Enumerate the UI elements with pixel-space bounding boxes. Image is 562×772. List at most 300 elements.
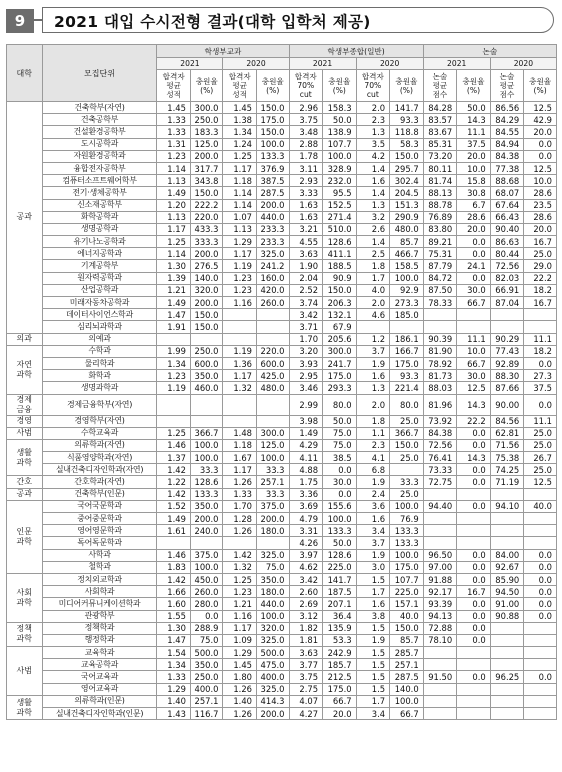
value-cell: 30.0 — [323, 476, 357, 488]
value-cell — [524, 525, 557, 537]
dept-name: 영어영문학과 — [42, 525, 157, 537]
value-cell: 1.31 — [157, 138, 191, 150]
value-cell: 1.80 — [223, 671, 257, 683]
value-cell: 92.67 — [490, 561, 524, 573]
value-cell — [524, 537, 557, 549]
value-cell: 72.88 — [423, 622, 457, 634]
value-cell: 175.0 — [257, 114, 290, 126]
value-cell: 183.3 — [190, 126, 223, 138]
value-cell: 1.3 — [356, 199, 390, 211]
value-cell: 6.7 — [457, 199, 491, 211]
value-cell: 160.0 — [257, 272, 290, 284]
value-cell: 1.5 — [356, 573, 390, 585]
value-cell: 0.0 — [524, 394, 557, 415]
value-cell: 260.0 — [257, 297, 290, 309]
value-cell: 250.0 — [190, 345, 223, 357]
value-cell: 85.90 — [490, 573, 524, 585]
college-name: 정책 과학 — [7, 622, 43, 646]
value-cell: 200.0 — [257, 708, 290, 720]
value-cell — [457, 537, 491, 549]
value-cell: 33.3 — [257, 464, 290, 476]
value-cell: 175.0 — [323, 370, 357, 382]
value-cell: 221.4 — [390, 382, 424, 394]
value-cell: 233.3 — [257, 223, 290, 235]
dept-name: 수학교육과 — [42, 427, 157, 439]
value-cell: 20.0 — [457, 150, 491, 162]
table-row — [7, 598, 557, 610]
value-cell: 138.9 — [323, 126, 357, 138]
value-cell: 375.0 — [257, 500, 290, 512]
value-cell: 118.8 — [390, 126, 424, 138]
value-cell: 72.56 — [490, 260, 524, 272]
value-cell: 50.0 — [323, 114, 357, 126]
value-cell: 3.63 — [289, 647, 323, 659]
value-cell — [524, 659, 557, 671]
value-cell: 84.94 — [490, 138, 524, 150]
value-cell: 200.0 — [190, 248, 223, 260]
value-cell: 97.00 — [423, 561, 457, 573]
value-cell — [257, 321, 290, 333]
value-cell: 1.63 — [289, 211, 323, 223]
value-cell: 200.0 — [190, 513, 223, 525]
value-cell: 1.29 — [223, 236, 257, 248]
value-cell: 15.8 — [457, 175, 491, 187]
value-cell: 220.0 — [190, 211, 223, 223]
value-cell: 1.32 — [223, 382, 257, 394]
value-cell: 0.0 — [457, 439, 491, 451]
value-cell: 1.18 — [223, 439, 257, 451]
table-row — [7, 622, 557, 634]
value-cell: 18.2 — [524, 284, 557, 296]
value-cell: 400.0 — [190, 683, 223, 695]
value-cell: 1.25 — [223, 150, 257, 162]
value-cell: 4.0 — [356, 284, 390, 296]
table-row — [7, 695, 557, 707]
value-cell: 1.5 — [356, 647, 390, 659]
value-cell: 140.0 — [390, 683, 424, 695]
value-cell: 4.2 — [356, 150, 390, 162]
value-cell: 75.0 — [257, 561, 290, 573]
value-cell: 85.31 — [423, 138, 457, 150]
value-cell: 157.1 — [390, 598, 424, 610]
value-cell: 0.0 — [524, 150, 557, 162]
value-cell — [490, 513, 524, 525]
value-cell — [423, 647, 457, 659]
value-cell — [457, 695, 491, 707]
college-name: 간호 — [7, 476, 43, 488]
value-cell: 155.6 — [323, 500, 357, 512]
value-cell: 1.46 — [157, 549, 191, 561]
table-row — [7, 586, 557, 598]
table-row — [7, 297, 557, 309]
value-cell — [190, 537, 223, 549]
dept-name: 건축학부(자연) — [42, 102, 157, 114]
value-cell: 14.3 — [457, 394, 491, 415]
value-cell: 25.0 — [524, 248, 557, 260]
value-cell: 257.1 — [190, 695, 223, 707]
value-cell: 25.0 — [524, 427, 557, 439]
value-cell: 1.47 — [157, 634, 191, 646]
value-cell: 33.3 — [190, 464, 223, 476]
value-cell: 86.56 — [490, 102, 524, 114]
value-cell: 1.09 — [223, 634, 257, 646]
value-cell: 90.40 — [490, 223, 524, 235]
value-cell: 411.1 — [323, 248, 357, 260]
value-cell: 91.00 — [490, 598, 524, 610]
value-cell: 73.20 — [423, 150, 457, 162]
value-cell: 1.36 — [223, 357, 257, 369]
value-cell: 67.64 — [490, 199, 524, 211]
value-cell: 128.6 — [190, 476, 223, 488]
value-cell: 0.0 — [457, 272, 491, 284]
value-cell: 86.63 — [490, 236, 524, 248]
value-cell: 1.6 — [356, 513, 390, 525]
value-cell: 250.0 — [190, 671, 223, 683]
value-cell: 1.75 — [289, 476, 323, 488]
value-cell: 1.8 — [356, 260, 390, 272]
value-cell — [490, 622, 524, 634]
value-cell: 1.45 — [223, 659, 257, 671]
value-cell: 2.5 — [356, 248, 390, 260]
value-cell: 1.90 — [289, 260, 323, 272]
value-cell: 1.26 — [223, 708, 257, 720]
value-cell: 74.25 — [490, 464, 524, 476]
value-cell: 81.73 — [423, 370, 457, 382]
value-cell: 132.1 — [323, 309, 357, 321]
value-cell: 280.0 — [190, 598, 223, 610]
group-header-nonsul: 논술 — [423, 45, 556, 58]
table-row — [7, 321, 557, 333]
value-cell: 480.0 — [257, 382, 290, 394]
value-cell: 271.4 — [323, 211, 357, 223]
value-cell: 1.16 — [223, 610, 257, 622]
value-cell: 40.0 — [390, 610, 424, 622]
value-cell: 84.28 — [423, 102, 457, 114]
value-cell — [257, 333, 290, 345]
value-cell: 1.19 — [223, 345, 257, 357]
dept-name: 간호학과(자연) — [42, 476, 157, 488]
year-header: 2020 — [356, 58, 423, 70]
value-cell — [490, 647, 524, 659]
value-cell: 133.3 — [390, 525, 424, 537]
value-cell: 75.0 — [323, 427, 357, 439]
value-cell: 89.21 — [423, 236, 457, 248]
value-cell: 78.10 — [423, 634, 457, 646]
value-cell: 100.0 — [390, 695, 424, 707]
value-cell: 1.1 — [356, 427, 390, 439]
value-cell: 185.7 — [323, 659, 357, 671]
value-cell: 1.34 — [157, 659, 191, 671]
value-cell: 1.78 — [289, 150, 323, 162]
value-cell: 94.40 — [423, 500, 457, 512]
section-number-badge: 9 — [6, 9, 34, 33]
value-cell: 600.0 — [190, 357, 223, 369]
value-cell: 400.0 — [257, 671, 290, 683]
value-cell: 66.7 — [457, 357, 491, 369]
value-cell: 180.0 — [257, 586, 290, 598]
value-cell: 71.56 — [490, 439, 524, 451]
value-cell: 2.6 — [356, 223, 390, 235]
value-cell: 1.33 — [157, 126, 191, 138]
value-cell: 90.00 — [490, 394, 524, 415]
value-cell: 175.0 — [390, 561, 424, 573]
table-row — [7, 248, 557, 260]
value-cell: 300.0 — [323, 345, 357, 357]
value-cell: 1.14 — [223, 187, 257, 199]
dept-name: 의류학과(자연) — [42, 439, 157, 451]
value-cell: 30.0 — [457, 370, 491, 382]
sub-header-cell: 논술 평균 점수 — [490, 70, 524, 102]
value-cell — [524, 622, 557, 634]
dept-name: 컴퓨터소프트웨어학부 — [42, 175, 157, 187]
value-cell: 87.04 — [490, 297, 524, 309]
dept-name: 사회학과 — [42, 586, 157, 598]
value-cell — [223, 309, 257, 321]
value-cell: 2.4 — [356, 488, 390, 500]
value-cell: 25.0 — [390, 415, 424, 427]
value-cell — [356, 321, 390, 333]
value-cell: 94.13 — [423, 610, 457, 622]
table-row — [7, 573, 557, 585]
value-cell — [457, 488, 491, 500]
value-cell: 1.33 — [157, 114, 191, 126]
value-cell: 3.2 — [356, 211, 390, 223]
table-row — [7, 284, 557, 296]
value-cell: 66.7 — [457, 297, 491, 309]
value-cell: 433.3 — [190, 223, 223, 235]
value-cell: 128.6 — [323, 236, 357, 248]
value-cell: 1.25 — [157, 427, 191, 439]
value-cell — [257, 415, 290, 427]
value-cell: 152.5 — [323, 199, 357, 211]
table-row — [7, 187, 557, 199]
value-cell: 3.75 — [289, 671, 323, 683]
value-cell: 3.7 — [356, 345, 390, 357]
table-row — [7, 549, 557, 561]
table-row — [7, 370, 557, 382]
value-cell: 4.07 — [289, 695, 323, 707]
value-cell: 3.0 — [356, 561, 390, 573]
dept-name: 국어국문학과 — [42, 500, 157, 512]
value-cell: 0.0 — [524, 610, 557, 622]
value-cell: 1.30 — [157, 260, 191, 272]
value-cell: 128.6 — [323, 549, 357, 561]
value-cell: 325.0 — [257, 248, 290, 260]
value-cell: 440.0 — [257, 211, 290, 223]
value-cell: 150.0 — [390, 622, 424, 634]
value-cell: 2.3 — [356, 114, 390, 126]
value-cell: 90.29 — [490, 333, 524, 345]
value-cell: 1.29 — [157, 683, 191, 695]
value-cell: 1.23 — [157, 370, 191, 382]
value-cell: 500.0 — [257, 647, 290, 659]
section-header — [6, 5, 556, 33]
value-cell: 100.0 — [190, 561, 223, 573]
value-cell: 276.5 — [190, 260, 223, 272]
value-cell: 80.11 — [423, 162, 457, 174]
value-cell: 328.9 — [323, 162, 357, 174]
dept-name: 국어교육과 — [42, 671, 157, 683]
value-cell: 1.6 — [356, 370, 390, 382]
value-cell: 1.28 — [223, 513, 257, 525]
value-cell: 3.5 — [356, 138, 390, 150]
value-cell: 200.0 — [257, 513, 290, 525]
value-cell: 2.52 — [289, 284, 323, 296]
value-cell: 1.3 — [356, 126, 390, 138]
value-cell: 3.42 — [289, 573, 323, 585]
college-name: 공과 — [7, 102, 43, 334]
value-cell: 107.7 — [323, 138, 357, 150]
value-cell — [524, 695, 557, 707]
value-cell: 88.30 — [490, 370, 524, 382]
value-cell: 600.0 — [257, 357, 290, 369]
value-cell: 88.68 — [490, 175, 524, 187]
value-cell: 85.7 — [390, 236, 424, 248]
value-cell: 1.5 — [356, 659, 390, 671]
value-cell: 205.6 — [323, 333, 357, 345]
value-cell: 36.4 — [323, 610, 357, 622]
value-cell: 0.0 — [457, 610, 491, 622]
table-row — [7, 561, 557, 573]
value-cell: 84.00 — [490, 549, 524, 561]
value-cell: 95.5 — [323, 187, 357, 199]
dept-name: 데이터사이언스학과 — [42, 309, 157, 321]
value-cell: 26.7 — [524, 452, 557, 464]
dept-name: 건축공학부 — [42, 114, 157, 126]
college-name: 경제 금융 — [7, 394, 43, 415]
value-cell: 1.8 — [356, 415, 390, 427]
dept-name: 유기나노공학과 — [42, 236, 157, 248]
table-row — [7, 162, 557, 174]
value-cell: 4.1 — [356, 452, 390, 464]
table-row — [7, 102, 557, 114]
value-cell: 125.0 — [190, 138, 223, 150]
value-cell: 1.14 — [157, 248, 191, 260]
value-cell: 50.0 — [323, 415, 357, 427]
dept-name: 의류학과(인문) — [42, 695, 157, 707]
value-cell: 1.23 — [157, 150, 191, 162]
value-cell: 3.48 — [289, 126, 323, 138]
table-row — [7, 476, 557, 488]
table-row — [7, 659, 557, 671]
value-cell: 150.0 — [190, 309, 223, 321]
value-cell: 2.0 — [356, 102, 390, 114]
value-cell: 466.7 — [390, 248, 424, 260]
value-cell: 2.95 — [289, 370, 323, 382]
value-cell: 75.0 — [190, 634, 223, 646]
value-cell: 450.0 — [190, 573, 223, 585]
value-cell: 1.9 — [356, 357, 390, 369]
value-cell — [524, 321, 557, 333]
year-header: 2021 — [289, 58, 356, 70]
value-cell: 1.16 — [223, 297, 257, 309]
value-cell: 66.91 — [490, 284, 524, 296]
value-cell: 20.0 — [323, 708, 357, 720]
value-cell: 3.21 — [289, 223, 323, 235]
value-cell: 100.0 — [390, 500, 424, 512]
value-cell: 83.57 — [423, 114, 457, 126]
dept-name: 기계공학부 — [42, 260, 157, 272]
value-cell: 1.29 — [223, 647, 257, 659]
value-cell: 1.23 — [223, 586, 257, 598]
table-row — [7, 175, 557, 187]
value-cell — [490, 309, 524, 321]
value-cell: 93.3 — [390, 114, 424, 126]
value-cell: 0.0 — [524, 357, 557, 369]
value-cell: 0.0 — [457, 500, 491, 512]
value-cell: 1.5 — [356, 622, 390, 634]
value-cell: 1.81 — [289, 634, 323, 646]
value-cell: 3.8 — [356, 610, 390, 622]
value-cell: 3.12 — [289, 610, 323, 622]
value-cell: 1.45 — [223, 102, 257, 114]
value-cell — [190, 333, 223, 345]
value-cell: 0.0 — [524, 138, 557, 150]
value-cell: 220.0 — [257, 345, 290, 357]
value-cell: 150.0 — [257, 102, 290, 114]
table-row — [7, 647, 557, 659]
value-cell: 200.0 — [257, 199, 290, 211]
value-cell: 91.50 — [423, 671, 457, 683]
value-cell: 1.30 — [157, 622, 191, 634]
college-name: 생활 과학 — [7, 695, 43, 719]
value-cell: 2.04 — [289, 272, 323, 284]
value-cell: 1.63 — [289, 199, 323, 211]
table-row — [7, 199, 557, 211]
value-cell: 84.38 — [423, 427, 457, 439]
value-cell: 222.2 — [190, 199, 223, 211]
value-cell: 325.0 — [257, 634, 290, 646]
value-cell: 3.98 — [289, 415, 323, 427]
table-row — [7, 272, 557, 284]
table-row — [7, 452, 557, 464]
value-cell: 0.0 — [457, 561, 491, 573]
value-cell: 1.9 — [356, 476, 390, 488]
value-cell: 1.61 — [157, 525, 191, 537]
value-cell: 1.54 — [157, 647, 191, 659]
value-cell: 1.67 — [223, 452, 257, 464]
value-cell: 66.7 — [323, 695, 357, 707]
value-cell: 50.0 — [323, 537, 357, 549]
sub-header-cell: 충원율 (%) — [390, 70, 424, 102]
value-cell: 3.97 — [289, 549, 323, 561]
college-name: 자연 과학 — [7, 345, 43, 394]
value-cell: 10.0 — [524, 175, 557, 187]
table-row — [7, 382, 557, 394]
sub-header-cell: 논술 평균 점수 — [423, 70, 457, 102]
value-cell: 1.42 — [157, 573, 191, 585]
value-cell: 84.38 — [490, 150, 524, 162]
value-cell: 1.42 — [157, 488, 191, 500]
value-cell: 1.34 — [223, 126, 257, 138]
value-cell: 4.6 — [356, 309, 390, 321]
sub-header-cell: 충원율 (%) — [190, 70, 223, 102]
value-cell: 135.9 — [323, 622, 357, 634]
value-cell: 1.07 — [223, 211, 257, 223]
table-row — [7, 211, 557, 223]
value-cell: 207.1 — [323, 598, 357, 610]
value-cell — [257, 309, 290, 321]
college-name: 사회 과학 — [7, 573, 43, 622]
value-cell: 42.9 — [524, 114, 557, 126]
table-row — [7, 610, 557, 622]
value-cell: 2.0 — [356, 297, 390, 309]
value-cell: 240.0 — [190, 525, 223, 537]
value-cell: 81.90 — [423, 345, 457, 357]
value-cell: 0.0 — [457, 598, 491, 610]
value-cell: 0.0 — [524, 573, 557, 585]
value-cell: 84.72 — [423, 272, 457, 284]
